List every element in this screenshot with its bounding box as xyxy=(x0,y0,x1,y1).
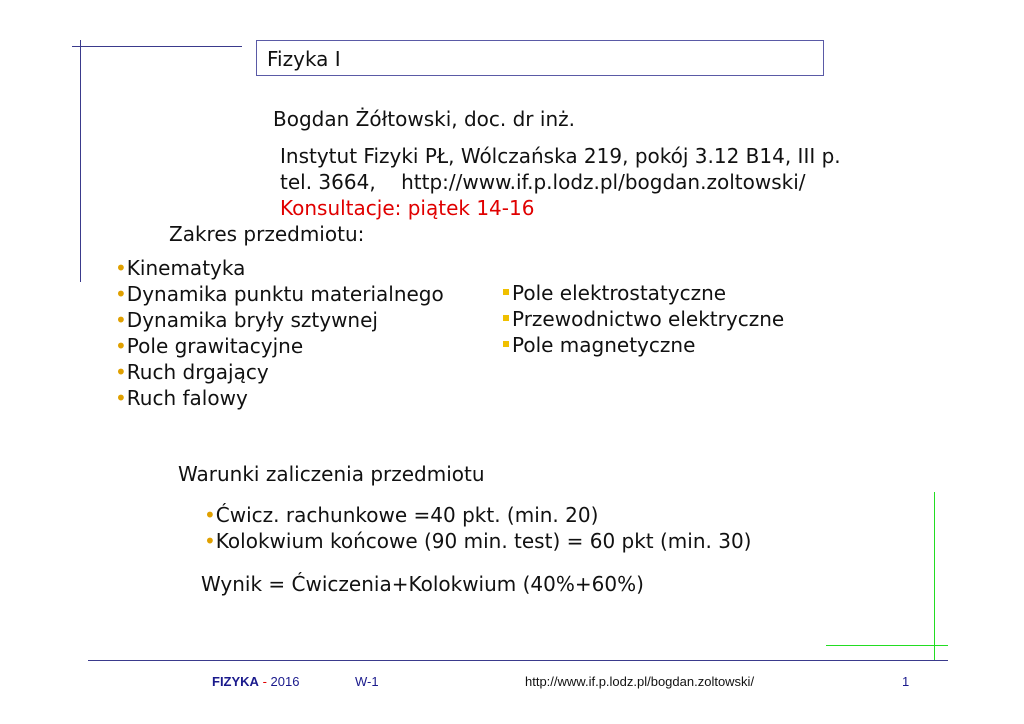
grading-list xyxy=(204,502,751,554)
consultations: Konsultacje: piątek 14-16 xyxy=(280,196,535,220)
page-number: 1 xyxy=(902,674,910,689)
title-box xyxy=(256,40,824,76)
result-formula: Wynik = Ćwiczenia+Kolokwium (40%+60%) xyxy=(201,572,644,596)
list-item: •Ruch falowy xyxy=(115,386,248,410)
list-item: •Pole grawitacyjne xyxy=(115,334,304,358)
bullet-glyph: • xyxy=(115,334,127,358)
list-item: Pole magnetyczne xyxy=(503,332,784,358)
list-item: •Kolokwium końcowe (90 min. test) = 60 pkt (min. 30) xyxy=(204,529,752,553)
square-bullet-icon xyxy=(503,341,509,347)
grading-heading: Warunki zaliczenia przedmiotu xyxy=(178,462,485,486)
footer-rule xyxy=(88,660,948,661)
lecturer-name: Bogdan Żółtowski, doc. dr inż. xyxy=(273,107,575,131)
list-item: Pole elektrostatyczne xyxy=(503,280,784,306)
footer-separator: - xyxy=(258,674,271,689)
institute-address: Instytut Fizyki PŁ, Wólczańska 219, pokój 3.12 B14, III p. xyxy=(280,144,841,168)
list-item: Przewodnictwo elektryczne xyxy=(503,306,784,332)
bottom-right-hline xyxy=(826,645,948,646)
bullet-glyph: • xyxy=(115,308,127,332)
list-item: •Dynamika bryły sztywnej xyxy=(115,308,378,332)
topics-right-list xyxy=(503,280,784,358)
list-item: •Ćwicz. rachunkowe =40 pkt. (min. 20) xyxy=(204,503,599,527)
footer-year: 2016 xyxy=(270,674,300,689)
bottom-right-vline xyxy=(934,492,935,660)
bullet-glyph: • xyxy=(204,529,216,553)
list-item: •Dynamika punktu materialnego xyxy=(115,282,444,306)
contact-line: tel. 3664, http://www.if.p.lodz.pl/bogdan.zoltowski/ xyxy=(280,170,806,194)
slide-title: Fizyka I xyxy=(267,47,341,71)
bullet-glyph: • xyxy=(204,503,216,527)
footer-lecture: W-1 xyxy=(355,674,379,689)
footer-course xyxy=(212,674,299,689)
list-item: •Ruch drgający xyxy=(115,360,269,384)
footer-course-name: FIZYKA xyxy=(212,674,259,689)
scope-heading: Zakres przedmiotu: xyxy=(169,222,365,246)
bullet-glyph: • xyxy=(115,282,127,306)
top-left-vline xyxy=(80,40,81,282)
bullet-glyph: • xyxy=(115,386,127,410)
top-left-hline xyxy=(72,46,242,47)
square-bullet-icon xyxy=(503,289,509,295)
bullet-glyph: • xyxy=(115,256,127,280)
topics-left-list xyxy=(115,255,444,411)
list-item: •Kinematyka xyxy=(115,256,246,280)
square-bullet-icon xyxy=(503,315,509,321)
footer-url: http://www.if.p.lodz.pl/bogdan.zoltowski/ xyxy=(525,674,755,689)
bullet-glyph: • xyxy=(115,360,127,384)
